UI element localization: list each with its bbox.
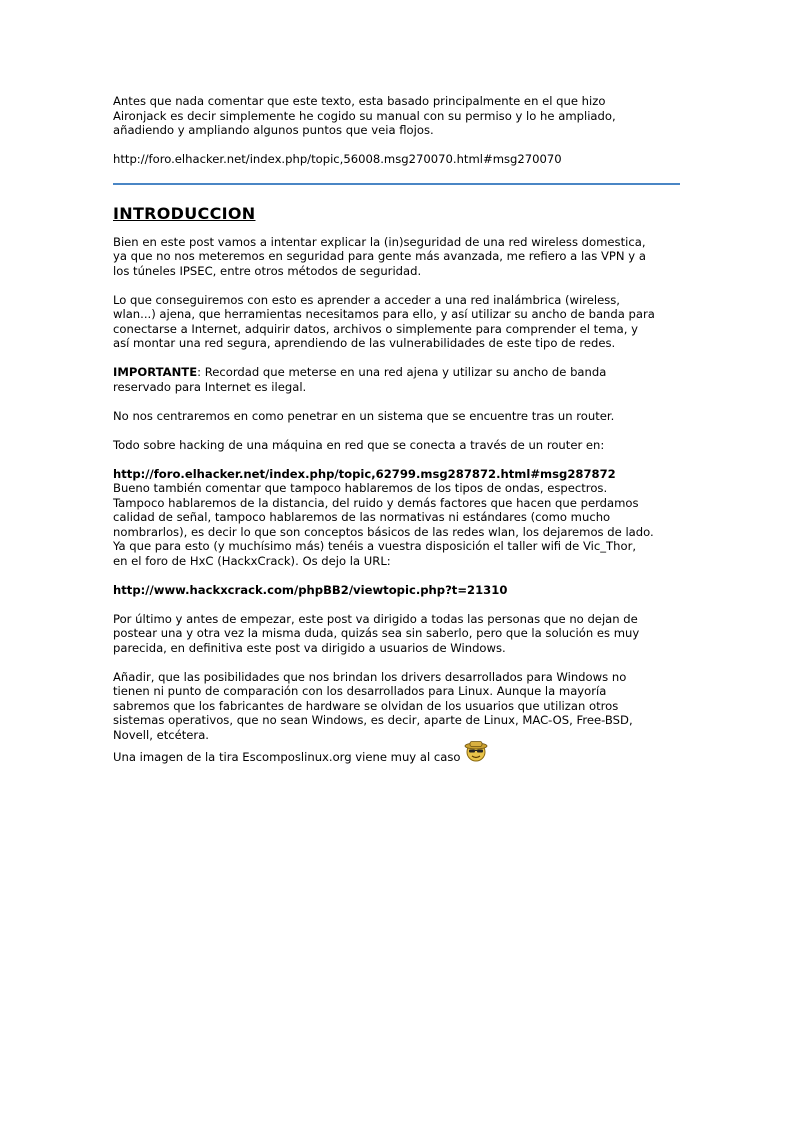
intro-line: Antes que nada comentar que este texto, esta basado principalmente en el que hizo [113, 94, 606, 108]
paragraph-line: Bueno también comentar que tampoco hablaremos de los tipos de ondas, espectros. [113, 481, 608, 495]
closing-line [113, 746, 688, 768]
important-note [113, 365, 688, 380]
paragraph-line: No nos centraremos en como penetrar en un sistema que se encuentre tras un router. [113, 408, 615, 423]
paragraph-line: Añadir, que las posibilidades que nos brindan los drivers desarrollados para Windows no [113, 669, 627, 684]
paragraph-line: tienen ni punto de comparación con los desarrollados para Linux. Aunque la mayoría [113, 684, 607, 698]
intro-line: Aironjack es decir simplemente he cogido su manual con su permiso y lo he ampliado, [113, 108, 616, 123]
paragraph-line: los túneles IPSEC, entre otros métodos de seguridad. [113, 263, 422, 278]
paragraph-line: wlan...) ajena, que herramientas necesitamos para ello, y así utilizar su ancho de banda para [113, 307, 655, 321]
paragraph-line: parecida, en definitiva este post va dirigido a usuarios de Windows. [113, 640, 506, 655]
paragraph-line: postear una y otra vez la misma duda, quizás sea sin saberlo, pero que la solución es muy [113, 626, 640, 640]
paragraph-line: Lo que conseguiremos con esto es aprender a acceder a una red inalámbrica (wireless, [113, 292, 620, 307]
section-heading: INTRODUCCION [113, 203, 256, 223]
elhacker-url[interactable]: http://foro.elhacker.net/index.php/topic,62799.msg287872.html#msg287872 [113, 466, 616, 481]
cool-smiley-icon [464, 740, 488, 762]
paragraph-line: Tampoco hablaremos de la distancia, del ruido y demás factores que hacen que perdamos [113, 495, 639, 510]
paragraph-line: Todo sobre hacking de una máquina en red que se conecta a través de un router en: [113, 437, 605, 452]
paragraph-line: reservado para Internet es ilegal. [113, 379, 307, 394]
paragraph-line: calidad de señal, tampoco hablaremos de las normativas ni estándares (como mucho [113, 510, 611, 524]
closing-text: Una imagen de la tira Escomposlinux.org viene muy al caso [113, 749, 461, 764]
important-label: IMPORTANTE [113, 365, 198, 379]
important-text: : Recordad que meterse en una red ajena y utilizar su ancho de banda [197, 365, 607, 379]
hackxcrack-url[interactable]: http://www.hackxcrack.com/phpBB2/viewtopic.php?t=21310 [113, 582, 508, 597]
paragraph-line: conectarse a Internet, adquirir datos, archivos o simplemente para comprender el tema, y [113, 321, 638, 336]
paragraph-line: Novell, etcétera. [113, 727, 209, 742]
paragraph-line: sabremos que los fabricantes de hardware se olvidan de los usuarios que utilizan otros [113, 698, 619, 713]
document-page [113, 94, 688, 768]
paragraph-line: así montar una red segura, aprendiendo de las vulnerabilidades de este tipo de redes. [113, 336, 616, 350]
source-url[interactable]: http://foro.elhacker.net/index.php/topic,56008.msg270070.html#msg270070 [113, 152, 562, 166]
horizontal-divider [113, 183, 680, 185]
intro-line: añadiendo y ampliando algunos puntos que veia flojos. [113, 123, 434, 137]
paragraph-line: sistemas operativos, que no sean Windows, es decir, aparte de Linux, MAC-OS, Free-BSD, [113, 713, 633, 727]
paragraph-line: en el foro de HxC (HackxCrack). Os dejo la URL: [113, 553, 391, 568]
paragraph-line: Por último y antes de empezar, este post va dirigido a todas las personas que no dejan de [113, 611, 638, 626]
paragraph-line: Ya que para esto (y muchísimo más) tenéis a vuestra disposición el taller wifi de Vic_Thor, [113, 539, 637, 553]
paragraph-line: ya que no nos meteremos en seguridad para gente más avanzada, me refiero a las VPN y a [113, 249, 646, 263]
paragraph-line: nombrarlos), es decir lo que son conceptos básicos de las redes wlan, los dejaremos de lado. [113, 524, 654, 539]
paragraph-line: Bien en este post vamos a intentar explicar la (in)seguridad de una red wireless domestica, [113, 234, 646, 249]
